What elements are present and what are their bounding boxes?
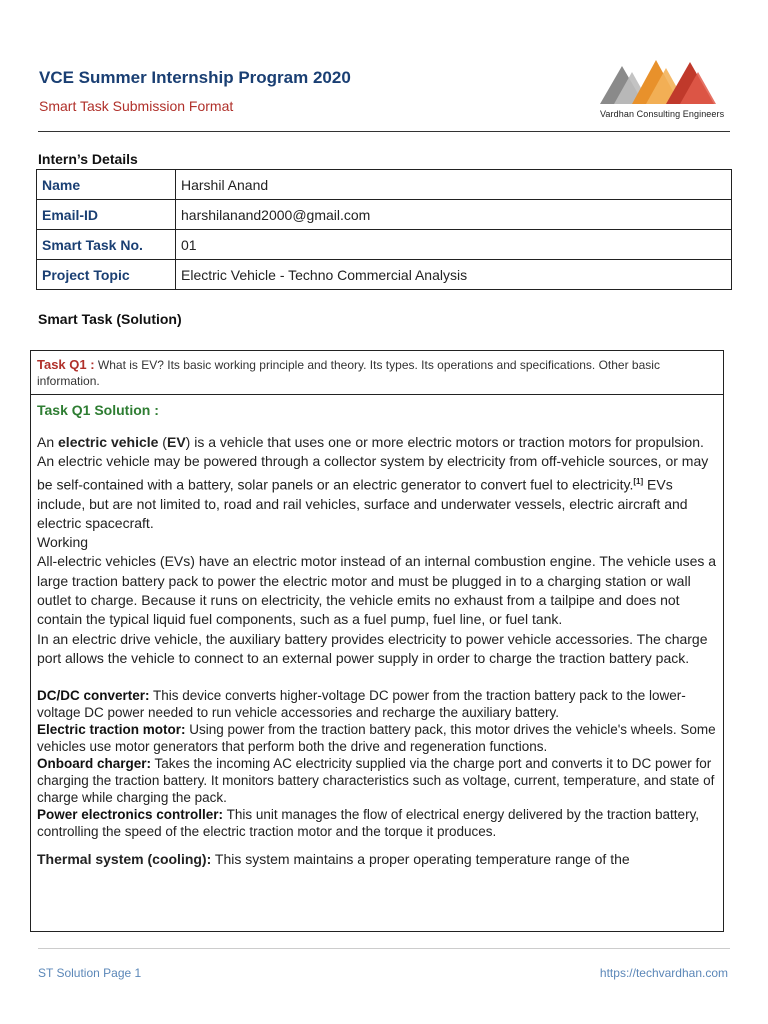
component-term: Onboard charger: xyxy=(37,756,152,772)
component-term: Electric traction motor: xyxy=(37,722,186,738)
name-value: Harshil Anand xyxy=(176,170,732,200)
component-text: This system maintains a proper operating temperature range of the xyxy=(211,851,630,868)
component-power-electronics xyxy=(37,806,717,840)
intro-paragraph xyxy=(37,433,717,533)
footer-divider xyxy=(38,948,730,949)
intro-term: electric vehicle xyxy=(58,434,159,450)
email-label: Email-ID xyxy=(37,200,176,230)
working-paragraph-2: In an electric drive vehicle, the auxiliary battery provides electricity to power vehicle accessories. The charge port allows the vehicle to connect to an external power supply in order to charge the traction battery pack. xyxy=(37,630,708,666)
solution-heading: Task Q1 Solution : xyxy=(37,402,159,418)
component-text: This device converts higher-voltage DC power from the traction battery pack to the lower-voltage DC power needed to run vehicle accessories and recharge the auxiliary battery. xyxy=(37,688,686,721)
footer-page-label: ST Solution Page 1 xyxy=(38,966,142,980)
component-thermal xyxy=(37,850,717,869)
question-text: What is EV? Its basic working principle and theory. Its types. Its operations and specifications. Other basic information. xyxy=(37,358,660,388)
table-row xyxy=(37,200,732,230)
table-row xyxy=(37,230,732,260)
component-term: Power electronics controller: xyxy=(37,807,224,823)
interns-details-heading: Intern’s Details xyxy=(38,151,138,167)
question-label: Task Q1 : xyxy=(37,357,95,372)
working-paragraph-1: All-electric vehicles (EVs) have an electric motor instead of an internal combustion engine. The vehicle uses a large traction battery pack to power the electric motor and must be plugged in to a charging station or wall outlet to charge. Because it runs on electricity, the vehicle emits no exhaust from a tailpipe and does not contain the typical liquid fuel components, such as a fuel pump, fuel line, or fuel tank. xyxy=(37,553,717,628)
component-dcdc xyxy=(37,687,717,721)
citation-ref: [1] xyxy=(633,476,644,486)
task-number-label: Smart Task No. xyxy=(37,230,176,260)
document-subtitle: Smart Task Submission Format xyxy=(39,98,234,114)
intro-text: EVs include, but are not limited to, road and rail vehicles, surface and underwater vessels, electric aircraft and electric spacecraft. xyxy=(37,476,688,531)
intro-text: ) is a vehicle that uses one or more electric motors or traction motors for propulsion. An electric vehicle may be powered through a collector system by electricity from off-vehicle sources, or may be self-contained with a battery, solar panels or an electric generator to convert fuel to electricity. xyxy=(37,434,709,493)
intro-abbr: EV xyxy=(166,434,186,450)
name-label: Name xyxy=(37,170,176,200)
component-text: Takes the incoming AC electricity supplied via the charge port and converts it to DC power for charging the traction battery. It monitors battery characteristics such as voltage, current, temperature, and state of charge while charging the pack. xyxy=(37,756,715,806)
document-title: VCE Summer Internship Program 2020 xyxy=(39,68,351,87)
component-traction-motor xyxy=(37,721,717,755)
interns-details-table xyxy=(36,169,732,290)
component-text: Using power from the traction battery pack, this motor drives the vehicle's wheels. Some vehicles use motor generators that perform both the drive and regeneration functions. xyxy=(37,722,716,755)
task-question xyxy=(31,351,723,395)
table-row xyxy=(37,170,732,200)
table-row xyxy=(37,260,732,290)
task-box xyxy=(30,350,724,932)
footer-website-link[interactable]: https://techvardhan.com xyxy=(599,966,728,980)
component-onboard-charger xyxy=(37,755,717,806)
working-heading: Working xyxy=(37,534,89,551)
task-number-value: 01 xyxy=(176,230,732,260)
intro-text: An xyxy=(37,434,59,450)
component-text: This unit manages the flow of electrical energy delivered by the traction battery, controlling the speed of the electric traction motor and the torque it produces. xyxy=(37,807,700,840)
email-value: harshilanand2000@gmail.com xyxy=(176,200,732,230)
component-term: DC/DC converter: xyxy=(37,688,150,704)
component-term: Thermal system (cooling): xyxy=(37,851,212,868)
project-topic-value: Electric Vehicle - Techno Commercial Analysis xyxy=(176,260,732,290)
header-divider xyxy=(38,131,730,132)
logo-caption: Vardhan Consulting Engineers xyxy=(600,109,725,119)
project-topic-label: Project Topic xyxy=(37,260,176,290)
smart-task-heading: Smart Task (Solution) xyxy=(38,311,182,327)
solution-area xyxy=(31,395,723,870)
intro-text: ( xyxy=(158,434,167,450)
